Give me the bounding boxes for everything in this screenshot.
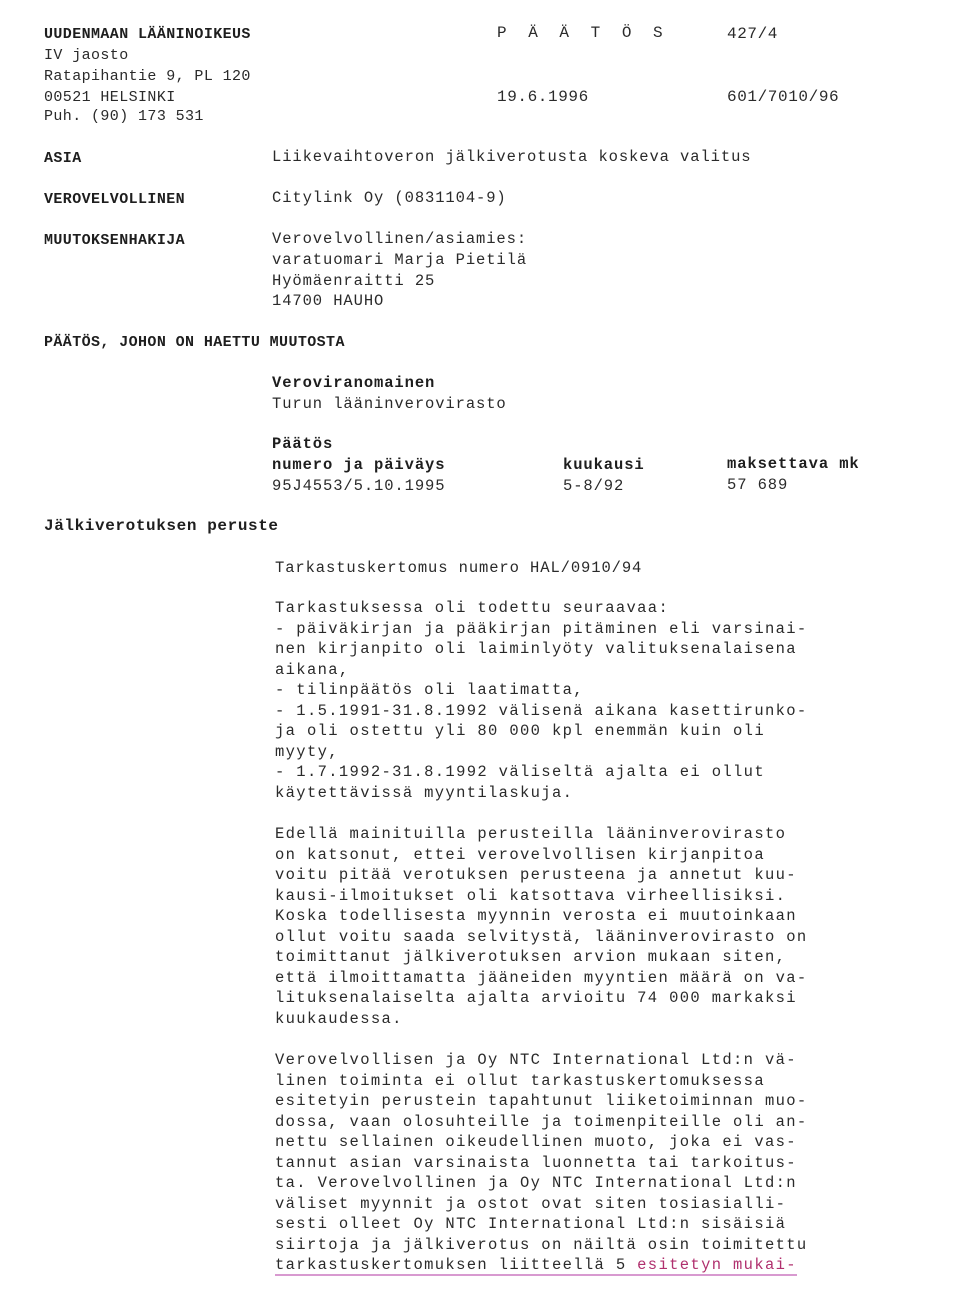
decision-col-head: Päätös bbox=[272, 435, 334, 453]
paragraph-line: aikana, bbox=[275, 660, 350, 679]
court-division: IV jaosto bbox=[44, 47, 129, 64]
basis-heading: Jälkiverotuksen peruste bbox=[44, 517, 279, 535]
decision-col-head: numero ja päiväys bbox=[272, 456, 446, 474]
paragraph-line: käytettävissä myyntilaskuja. bbox=[275, 783, 574, 802]
appellant-label: MUUTOKSENHAKIJA bbox=[44, 232, 186, 249]
month-value: 5-8/92 bbox=[563, 477, 625, 495]
paragraph-line: Verovelvollisen ja Oy NTC International Ltd:n vä- bbox=[275, 1051, 797, 1069]
ntc-international-paragraph bbox=[275, 1050, 935, 1276]
authority-value: Turun lääninverovirasto bbox=[272, 395, 507, 413]
highlighted-text: tarkastuskertomuksen liitteellä 5 bbox=[275, 1256, 638, 1274]
inspection-findings-paragraph bbox=[275, 598, 935, 803]
paragraph-line: tannut asian varsinaista luonnetta tai tarkoitus- bbox=[275, 1153, 797, 1172]
paragraph-line: Edellä mainituilla perusteilla lääninverovirasto bbox=[275, 825, 787, 843]
paragraph-line: linen toiminta ei ollut tarkastuskertomuksessa bbox=[275, 1071, 765, 1090]
paragraph-line: kausi-ilmoitukset oli katsottava virheellisiksi. bbox=[275, 886, 787, 905]
highlighted-text-pink: esitetyn mukai- bbox=[637, 1256, 797, 1274]
appellant-line: 14700 HAUHO bbox=[272, 292, 385, 310]
taxpayer-label: VEROVELVOLLINEN bbox=[44, 191, 186, 208]
paragraph-line: ollut voitu saada selvitystä, lääninverovirasto on bbox=[275, 927, 808, 946]
paragraph-line: dossa, vaan olosuhteille ja toimenpiteille oli an- bbox=[275, 1112, 808, 1131]
court-postal: 00521 HELSINKI bbox=[44, 89, 176, 106]
tax-office-reasoning-paragraph bbox=[275, 824, 935, 1029]
paragraph-line: - 1.7.1992-31.8.1992 väliseltä ajalta ei ollut bbox=[275, 763, 765, 781]
month-col-head: kuukausi bbox=[563, 456, 645, 474]
asia-label: ASIA bbox=[44, 150, 82, 167]
paragraph-line: toimittanut jälkiverotuksen arvion mukaan siten, bbox=[275, 948, 787, 966]
paragraph-line: on katsonut, ettei verovelvollisen kirjanpitoa bbox=[275, 845, 765, 864]
court-phone: Puh. (90) 173 531 bbox=[44, 108, 204, 125]
paragraph-line: siirtoja ja jälkiverotus on näiltä osin toimitettu bbox=[275, 1235, 808, 1254]
taxpayer-value: Citylink Oy (0831104-9) bbox=[272, 189, 507, 207]
paragraph-line: ja oli ostettu yli 80 000 kpl enemmän kuin oli bbox=[275, 722, 765, 740]
paragraph-line: sesti olleet Oy NTC International Ltd:n sisäisiä bbox=[275, 1215, 787, 1233]
paragraph-line: myyty, bbox=[275, 742, 339, 761]
paragraph-line: nen kirjanpito oli laiminlyöty valituksenalaisena bbox=[275, 640, 797, 658]
paragraph-line: voitu pitää verotuksen perusteena ja annetut kuu- bbox=[275, 866, 797, 884]
paragraph-line: esitetyin perustein tapahtunut liiketoiminnan muo- bbox=[275, 1092, 808, 1110]
decision-date: 19.6.1996 bbox=[497, 88, 589, 106]
document-number: 427/4 bbox=[727, 25, 779, 43]
authority-label: Veroviranomainen bbox=[272, 374, 436, 392]
paragraph-line: Tarkastuksessa oli todettu seuraavaa: bbox=[275, 599, 670, 617]
paragraph-line: kuukaudessa. bbox=[275, 1009, 403, 1028]
amount-col-head: maksettava mk bbox=[727, 455, 860, 473]
appealed-decision-heading: PÄÄTÖS, JOHON ON HAETTU MUUTOSTA bbox=[44, 334, 345, 351]
paragraph-line: nettu sellainen oikeudellinen muoto, joka ei vas- bbox=[275, 1133, 797, 1151]
paragraph-line: ta. Verovelvollinen ja Oy NTC International Ltd:n bbox=[275, 1174, 797, 1192]
paragraph-line: väliset myynnit ja ostot ovat siten tosiasialli- bbox=[275, 1194, 787, 1213]
paragraph-line: että ilmoittamatta jääneiden myyntien määrä on va- bbox=[275, 968, 808, 987]
appellant-line: Verovelvollinen/asiamies: bbox=[272, 230, 528, 248]
court-name: UUDENMAAN LÄÄNINOIKEUS bbox=[44, 26, 251, 43]
paragraph-line: - 1.5.1991-31.8.1992 välisenä aikana kasettirunko- bbox=[275, 701, 808, 720]
paragraph-line: lituksenalaiselta ajalta arvioitu 74 000 markaksi bbox=[275, 989, 797, 1007]
amount-value: 57 689 bbox=[727, 476, 789, 494]
paragraph-line: - päiväkirjan ja pääkirjan pitäminen eli varsinai- bbox=[275, 619, 808, 638]
decision-number-value: 95J4553/5.10.1995 bbox=[272, 477, 446, 495]
paragraph-line: - tilinpäätös oli laatimatta, bbox=[275, 681, 584, 699]
appellant-line: varatuomari Marja Pietilä bbox=[272, 251, 528, 269]
paragraph-line: Koska todellisesta myynnin verosta ei muutoinkaan bbox=[275, 907, 797, 925]
file-number: 601/7010/96 bbox=[727, 88, 840, 106]
paragraph-line-highlighted bbox=[275, 1255, 935, 1276]
asia-value: Liikevaihtoveron jälkiverotusta koskeva valitus bbox=[272, 148, 752, 166]
court-street: Ratapihantie 9, PL 120 bbox=[44, 68, 251, 85]
report-reference: Tarkastuskertomus numero HAL/0910/94 bbox=[275, 559, 643, 577]
document-type: P Ä Ä T Ö S bbox=[497, 24, 669, 42]
appellant-line: Hyömäenraitti 25 bbox=[272, 272, 436, 290]
